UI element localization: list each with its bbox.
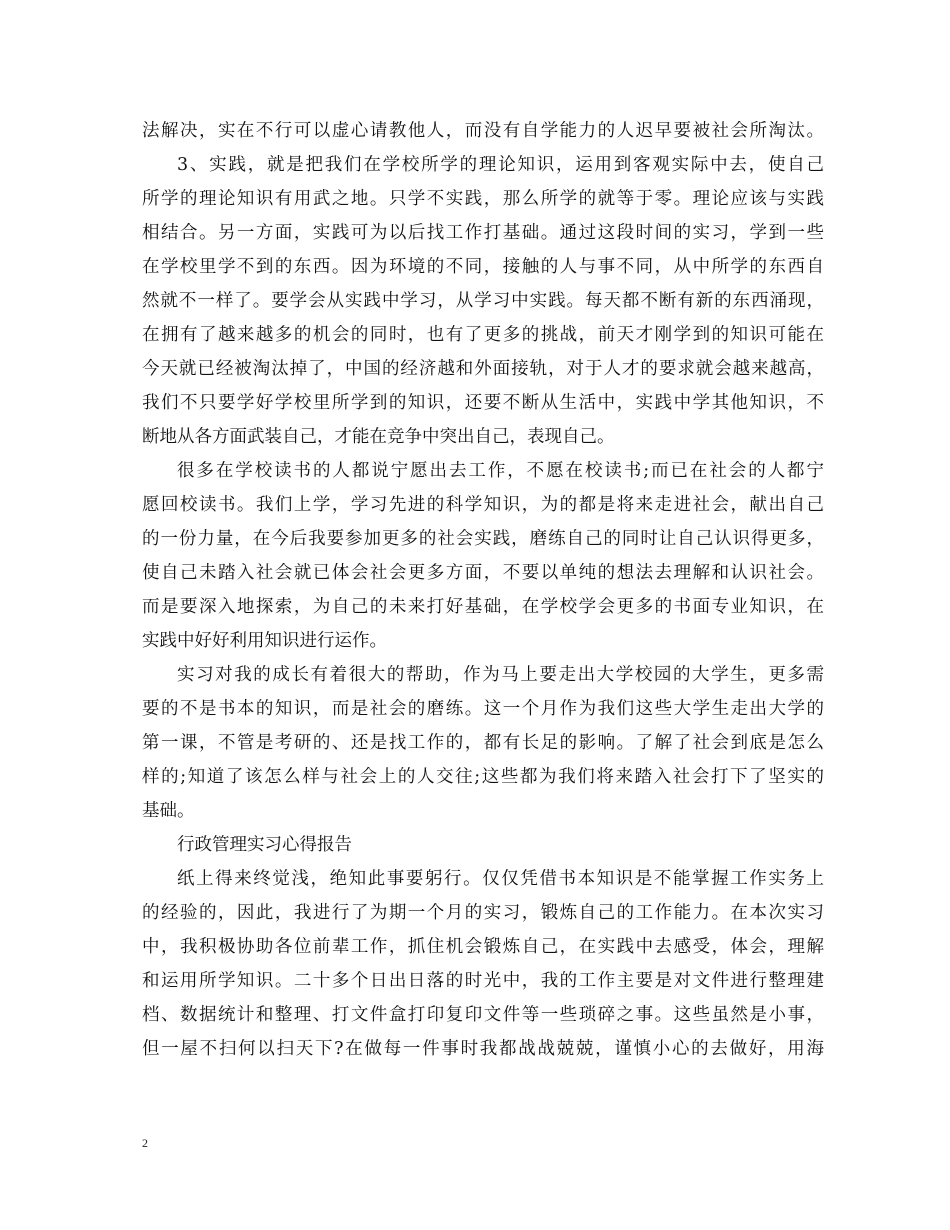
text-line: 今天就已经被淘汰掉了，中国的经济越和外面接轨，对于人才的要求就会越来越高， xyxy=(142,359,824,379)
text-line: 而是要深入地探索，为自己的未来打好基础，在学校学会更多的书面专业知识，在 xyxy=(142,597,824,617)
text-line: 断地从各方面武装自己，才能在竞争中突出自己，表现自己。 xyxy=(142,427,615,447)
text-line: 档、数据统计和整理、打文件盒打印复印文件等一些琐碎之事。这些虽然是小事， xyxy=(142,1005,824,1025)
text-line: 很多在学校读书的人都说宁愿出去工作，不愿在校读书;而已在社会的人都宁 xyxy=(177,461,824,481)
text-line: 所学的理论知识有用武之地。只学不实践，那么所学的就等于零。理论应该与实践 xyxy=(142,189,824,209)
text-line: 在学校里学不到的东西。因为环境的不同，接触的人与事不同，从中所学的东西自 xyxy=(142,257,824,277)
document-body xyxy=(142,114,824,1066)
section-heading: 行政管理实习心得报告 xyxy=(177,835,352,855)
text-line: 使自己未踏入社会就已体会社会更多方面，不要以单纯的想法去理解和认识社会。 xyxy=(142,563,824,583)
text-line: 的一份力量，在今后我要参加更多的社会实践，磨练自己的同时让自己认识得更多， xyxy=(142,529,824,549)
text-line: 要的不是书本的知识，而是社会的磨练。这一个月作为我们这些大学生走出大学的 xyxy=(142,699,824,719)
text-line: 实习对我的成长有着很大的帮助，作为马上要走出大学校园的大学生，更多需 xyxy=(177,665,824,685)
text-line: 在拥有了越来越多的机会的同时，也有了更多的挑战，前天才刚学到的知识可能在 xyxy=(142,325,824,345)
text-line: 样的;知道了该怎么样与社会上的人交往;这些都为我们将来踏入社会打下了坚实的 xyxy=(142,767,824,787)
text-line: 愿回校读书。我们上学，学习先进的科学知识，为的都是将来走进社会，献出自己 xyxy=(142,495,824,515)
text-line: 中，我积极协助各位前辈工作，抓住机会锻炼自己，在实践中去感受，体会，理解 xyxy=(142,937,824,957)
text-line: 但一屋不扫何以扫天下?在做每一件事时我都战战兢兢，谨慎小心的去做好，用海 xyxy=(142,1039,824,1059)
text-line: 基础。 xyxy=(142,801,195,821)
text-line: 法解决，实在不行可以虚心请教他人，而没有自学能力的人迟早要被社会所淘汰。 xyxy=(142,121,824,141)
text-line: 然就不一样了。要学会从实践中学习，从学习中实践。每天都不断有新的东西涌现， xyxy=(142,291,824,311)
text-line: 相结合。另一方面，实践可为以后找工作打基础。通过这段时间的实习，学到一些 xyxy=(142,223,824,243)
text-line: 我们不只要学好学校里所学到的知识，还要不断从生活中，实践中学其他知识，不 xyxy=(142,393,824,413)
text-line: 的经验的，因此，我进行了为期一个月的实习，锻炼自己的工作能力。在本次实习 xyxy=(142,903,824,923)
text-line: 实践中好好利用知识进行运作。 xyxy=(142,631,387,651)
text-line: 和运用所学知识。二十多个日出日落的时光中，我的工作主要是对文件进行整理建 xyxy=(142,971,824,991)
text-line: 第一课，不管是考研的、还是找工作的，都有长足的影响。了解了社会到底是怎么 xyxy=(142,733,824,753)
text-line: 3、实践，就是把我们在学校所学的理论知识，运用到客观实际中去，使自己 xyxy=(177,155,824,175)
text-line: 纸上得来终觉浅，绝知此事要躬行。仅仅凭借书本知识是不能掌握工作实务上 xyxy=(177,869,824,889)
page-number: 2 xyxy=(142,1136,148,1150)
